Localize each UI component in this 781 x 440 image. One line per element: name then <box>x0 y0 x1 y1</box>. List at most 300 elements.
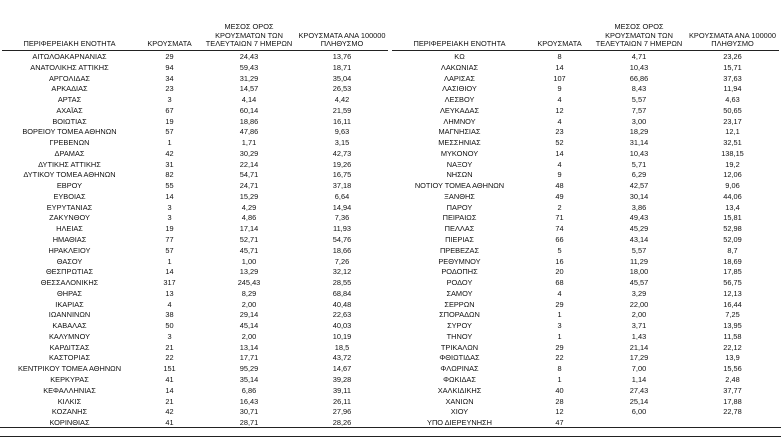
avg7-cell: 45,14 <box>239 321 259 331</box>
region-cell: ΘΑΣΟΥ <box>56 256 83 266</box>
per100k-cell: 9,06 <box>725 181 740 191</box>
cases-cell: 47 <box>555 418 564 428</box>
avg7-cell: 25,14 <box>629 396 649 406</box>
per100k-cell: 68,84 <box>332 288 352 298</box>
region-cell: ΔΥΤΙΚΟΥ ΤΟΜΕΑ ΑΘΗΝΩΝ <box>23 170 116 180</box>
per100k-cell: 13,4 <box>725 202 740 212</box>
cases-cell: 31 <box>165 159 174 169</box>
table-row <box>2 63 388 74</box>
avg7-cell: 5,71 <box>631 159 647 169</box>
per100k-cell: 37,18 <box>332 181 352 191</box>
cases-cell: 1 <box>167 138 172 148</box>
region-cell: ΠΡΕΒΕΖΑΣ <box>439 245 480 255</box>
region-cell: ΚΕΝΤΡΙΚΟΥ ΤΟΜΕΑ ΑΘΗΝΩΝ <box>17 364 122 374</box>
region-cell: ΦΩΚΙΔΑΣ <box>443 374 476 384</box>
per100k-cell: 43,72 <box>332 353 352 363</box>
per100k-cell: 32,12 <box>332 267 352 277</box>
cases-cell: 14 <box>165 191 174 201</box>
cases-cell: 38 <box>165 310 174 320</box>
cases-cell: 74 <box>555 224 564 234</box>
region-cell: ΛΑΡΙΣΑΣ <box>444 73 475 83</box>
table-row <box>392 51 779 63</box>
cases-cell: 14 <box>555 148 564 158</box>
per100k-cell: 26,11 <box>333 396 351 406</box>
region-cell: ΑΡΤΑΣ <box>57 95 82 105</box>
table-row <box>2 84 388 95</box>
table-row <box>2 170 388 181</box>
per100k-cell: 10,19 <box>332 331 352 341</box>
avg7-cell: 2,00 <box>241 331 257 341</box>
per100k-cell: 12,13 <box>723 288 742 298</box>
per100k-cell: 37,63 <box>723 73 742 83</box>
region-cell: ΚΕΡΚΥΡΑΣ <box>50 374 89 384</box>
region-cell: ΛΑΚΩΝΙΑΣ <box>440 62 479 72</box>
avg7-cell: 66,86 <box>629 73 649 83</box>
per100k-cell: 18,66 <box>332 245 352 255</box>
avg7-cell: 1,43 <box>631 331 647 341</box>
per100k-cell: 7,26 <box>334 256 350 266</box>
avg7-cell: 7,57 <box>631 105 647 115</box>
cases-cell: 29 <box>555 342 564 352</box>
avg7-cell: 3,71 <box>631 321 647 331</box>
avg7-cell: 45,71 <box>239 245 259 255</box>
cases-cell: 317 <box>163 278 176 288</box>
bottom-rule-2 <box>0 436 781 437</box>
per100k-cell: 3,15 <box>334 138 350 148</box>
per100k-cell: 11,94 <box>723 84 742 94</box>
avg7-cell: 45,29 <box>629 224 649 234</box>
cases-cell: 1 <box>167 256 172 266</box>
table-row <box>392 63 779 74</box>
avg7-cell: 4,29 <box>241 202 257 212</box>
table-row <box>2 278 388 289</box>
cases-cell: 68 <box>555 278 564 288</box>
header-per100k: ΚΡΟΥΣΜΑΤΑ ΑΝΑ 100000 ΠΛΗΘΥΣΜΟ <box>296 15 388 51</box>
per100k-cell: 13,95 <box>723 321 742 331</box>
per100k-cell: 42,73 <box>332 148 352 158</box>
table-row <box>392 257 779 268</box>
cases-cell: 13 <box>165 288 174 298</box>
per100k-cell: 15,81 <box>723 213 742 223</box>
avg7-cell: 18,29 <box>629 127 649 137</box>
cases-cell: 4 <box>557 159 562 169</box>
header-avg7: ΜΕΣΟΣ ΟΡΟΣ ΚΡΟΥΣΜΑΤΩΝ ΤΩΝ ΤΕΛΕΥΤΑΙΩΝ 7 ΗΜΕΡΩΝ <box>592 15 686 51</box>
cases-cell: 42 <box>165 407 174 417</box>
cases-cell: 22 <box>555 353 564 363</box>
region-cell: ΜΑΓΝΗΣΙΑΣ <box>438 127 481 137</box>
region-cell: ΘΕΣΠΡΩΤΙΑΣ <box>45 267 94 277</box>
table-row <box>2 375 388 386</box>
avg7-cell: 29,14 <box>239 310 259 320</box>
table-row <box>392 246 779 257</box>
cases-cell: 41 <box>165 374 174 384</box>
region-cell: ΘΗΡΑΣ <box>57 288 82 298</box>
cases-cell: 4 <box>557 116 562 126</box>
cases-cell: 1 <box>557 310 562 320</box>
per100k-cell: 56,75 <box>723 278 742 288</box>
table-row <box>392 310 779 321</box>
avg7-cell: 30,29 <box>239 148 259 158</box>
table-row <box>392 138 779 149</box>
per100k-cell: 2,48 <box>725 374 740 384</box>
cases-cell: 12 <box>555 407 564 417</box>
table-row <box>392 84 779 95</box>
per100k-cell: 13,76 <box>332 52 352 61</box>
cases-cell: 3 <box>557 321 562 331</box>
per100k-cell: 18,69 <box>723 256 742 266</box>
per100k-cell: 6,64 <box>334 191 350 201</box>
table-row <box>392 321 779 332</box>
per100k-cell: 16,75 <box>332 170 352 180</box>
region-cell: ΘΕΣΣΑΛΟΝΙΚΗΣ <box>40 278 99 288</box>
table-row <box>2 213 388 224</box>
table-row <box>2 106 388 117</box>
cases-cell: 107 <box>553 73 566 83</box>
table-row <box>392 74 779 85</box>
region-cell: ΚΙΛΚΙΣ <box>57 396 82 406</box>
region-cell: ΗΛΕΙΑΣ <box>56 224 83 234</box>
avg7-cell: 59,43 <box>239 62 259 72</box>
cases-cell: 14 <box>165 267 174 277</box>
per100k-cell: 23,26 <box>723 52 742 61</box>
header-cases: ΚΡΟΥΣΜΑΤΑ <box>527 15 592 51</box>
per100k-cell: 52,09 <box>723 235 742 245</box>
cases-cell: 55 <box>165 181 174 191</box>
region-cell: ΠΑΡΟΥ <box>446 202 473 212</box>
cases-cell: 49 <box>555 191 564 201</box>
cases-cell: 19 <box>165 116 174 126</box>
avg7-cell: 45,57 <box>629 278 649 288</box>
avg7-cell: 1,71 <box>241 138 257 148</box>
per100k-cell: 39,11 <box>333 385 351 395</box>
per100k-cell: 28,26 <box>332 418 352 428</box>
region-cell: ΛΕΣΒΟΥ <box>444 95 475 105</box>
per100k-cell: 14,94 <box>332 202 352 212</box>
table-row <box>2 127 388 138</box>
table-row <box>2 192 388 203</box>
avg7-cell: 13,29 <box>239 267 259 277</box>
table-row <box>392 213 779 224</box>
avg7-cell: 4,71 <box>631 52 647 61</box>
cases-cell: 48 <box>555 181 564 191</box>
right-table-body <box>392 51 779 429</box>
region-cell: ΜΥΚΟΝΟΥ <box>440 148 479 158</box>
region-cell: ΝΟΤΙΟΥ ΤΟΜΕΑ ΑΘΗΝΩΝ <box>414 181 505 191</box>
cases-cell: 3 <box>167 213 172 223</box>
avg7-cell: 6,29 <box>631 170 647 180</box>
right-table <box>392 15 779 429</box>
table-row <box>2 51 388 63</box>
region-cell: ΖΑΚΥΝΘΟΥ <box>49 213 90 223</box>
table-row <box>2 224 388 235</box>
region-cell: ΑΡΓΟΛΙΔΑΣ <box>49 73 90 83</box>
right-header-row <box>392 15 779 51</box>
region-cell: ΣΕΡΡΩΝ <box>444 299 475 309</box>
avg7-cell: 30,14 <box>629 191 649 201</box>
per100k-cell: 4,42 <box>334 95 350 105</box>
cases-cell: 66 <box>555 235 564 245</box>
table-row <box>2 74 388 85</box>
region-cell: ΙΩΑΝΝΙΝΩΝ <box>48 310 91 320</box>
region-cell: ΧΑΛΚΙΔΙΚΗΣ <box>437 385 482 395</box>
per100k-cell: 50,65 <box>723 105 742 115</box>
region-cell: ΞΑΝΘΗΣ <box>444 191 475 201</box>
avg7-cell: 54,71 <box>239 170 259 180</box>
region-cell: ΚΕΦΑΛΛΗΝΙΑΣ <box>43 385 96 395</box>
table-row <box>392 407 779 418</box>
per100k-cell: 15,56 <box>723 364 742 374</box>
region-cell: ΑΙΤΩΛΟΑΚΑΡΝΑΝΙΑΣ <box>32 52 107 61</box>
avg7-cell: 5,57 <box>631 95 647 105</box>
avg7-cell: 8,29 <box>241 288 257 298</box>
table-row <box>2 407 388 418</box>
cases-cell: 23 <box>165 84 174 94</box>
table-row <box>2 397 388 408</box>
avg7-cell: 24,71 <box>239 181 259 191</box>
region-cell: ΣΑΜΟΥ <box>446 288 473 298</box>
table-row <box>392 300 779 311</box>
avg7-cell: 3,86 <box>631 202 647 212</box>
table-row <box>2 353 388 364</box>
region-cell: ΚΑΒΑΛΑΣ <box>52 321 87 331</box>
table-row <box>392 332 779 343</box>
header-region: ΠΕΡΙΦΕΡΕΙΑΚΗ ΕΝΟΤΗΤΑ <box>392 15 527 51</box>
avg7-cell: 4,86 <box>241 213 257 223</box>
region-cell: ΕΒΡΟΥ <box>56 181 83 191</box>
region-cell: ΠΕΛΛΑΣ <box>444 224 475 234</box>
table-row <box>2 117 388 128</box>
cases-cell: 1 <box>557 374 562 384</box>
region-cell: ΛΕΥΚΑΔΑΣ <box>439 105 480 115</box>
region-cell: ΗΡΑΚΛΕΙΟΥ <box>48 245 91 255</box>
table-row <box>2 138 388 149</box>
per100k-cell: 9,63 <box>334 127 350 137</box>
table-row <box>2 235 388 246</box>
left-table <box>2 15 388 429</box>
table-row <box>2 149 388 160</box>
per100k-cell: 13,9 <box>725 353 740 363</box>
region-cell: ΕΥΡΥΤΑΝΙΑΣ <box>46 202 93 212</box>
per100k-cell: 18,5 <box>334 342 350 352</box>
region-cell: ΣΠΟΡΑΔΩΝ <box>439 310 480 320</box>
region-cell: ΚΑΛΥΜΝΟΥ <box>48 331 91 341</box>
region-cell: ΝΑΞΟΥ <box>446 159 473 169</box>
per100k-cell: 7,25 <box>725 310 740 320</box>
per100k-cell: 54,76 <box>332 235 352 245</box>
cases-cell: 14 <box>555 62 564 72</box>
per100k-cell: 26,53 <box>332 84 352 94</box>
cases-cell: 20 <box>555 267 564 277</box>
region-cell: ΒΟΙΩΤΙΑΣ <box>52 116 87 126</box>
cases-cell: 21 <box>165 396 174 406</box>
table-row <box>2 364 388 375</box>
left-table-body <box>2 51 388 429</box>
table-row <box>392 267 779 278</box>
avg7-cell: 52,71 <box>239 235 259 245</box>
header-region: ΠΕΡΙΦΕΡΕΙΑΚΗ ΕΝΟΤΗΤΑ <box>2 15 137 51</box>
region-cell: ΚΑΣΤΟΡΙΑΣ <box>48 353 91 363</box>
region-cell: ΚΑΡΔΙΤΣΑΣ <box>49 342 90 352</box>
per100k-cell: 7,36 <box>334 213 350 223</box>
table-row <box>392 181 779 192</box>
table-row <box>392 127 779 138</box>
region-cell: ΡΟΔΟΠΗΣ <box>441 267 478 277</box>
avg7-cell: 60,14 <box>239 105 259 115</box>
avg7-cell: 95,29 <box>239 364 259 374</box>
table-row <box>392 353 779 364</box>
per100k-cell: 18,71 <box>332 62 352 72</box>
table-row <box>392 386 779 397</box>
cases-cell: 52 <box>555 138 564 148</box>
region-cell: ΑΡΚΑΔΙΑΣ <box>51 84 88 94</box>
cases-cell: 3 <box>167 331 172 341</box>
region-cell: ΧΑΝΙΩΝ <box>445 396 474 406</box>
region-cell: ΤΡΙΚΑΛΩΝ <box>440 342 479 352</box>
per100k-cell: 17,85 <box>723 267 742 277</box>
per100k-cell: 23,17 <box>723 116 742 126</box>
cases-cell: 42 <box>165 148 174 158</box>
avg7-cell: 2,00 <box>241 299 257 309</box>
cases-cell: 40 <box>555 385 564 395</box>
region-cell: ΚΟΖΑΝΗΣ <box>51 407 88 417</box>
region-cell: ΜΕΣΣΗΝΙΑΣ <box>438 138 481 148</box>
cases-cell: 29 <box>555 299 564 309</box>
region-cell: ΤΗΝΟΥ <box>446 331 473 341</box>
cases-cell: 71 <box>555 213 564 223</box>
table-row <box>392 289 779 300</box>
table-row <box>2 246 388 257</box>
table-row <box>392 95 779 106</box>
avg7-cell: 24,43 <box>239 52 259 61</box>
region-cell: ΛΑΣΙΘΙΟΥ <box>442 84 477 94</box>
region-cell: ΥΠΟ ΔΙΕΡΕΥΝΗΣΗ <box>427 418 492 428</box>
cases-cell: 28 <box>555 396 564 406</box>
avg7-cell: 49,43 <box>629 213 649 223</box>
region-cell: ΗΜΑΘΙΑΣ <box>52 235 87 245</box>
table-row <box>392 224 779 235</box>
avg7-cell: 2,00 <box>631 310 647 320</box>
table-row <box>392 149 779 160</box>
per100k-cell: 15,71 <box>723 62 742 72</box>
region-cell: ΑΧΑΪΑΣ <box>56 105 83 115</box>
cases-cell: 67 <box>165 105 174 115</box>
region-cell: ΕΥΒΟΙΑΣ <box>53 191 86 201</box>
cases-cell: 21 <box>165 342 174 352</box>
avg7-cell: 6,86 <box>241 385 257 395</box>
cases-cell: 8 <box>557 52 562 61</box>
cases-cell: 14 <box>165 385 174 395</box>
cases-cell: 57 <box>165 127 174 137</box>
avg7-cell: 3,00 <box>631 116 647 126</box>
cases-cell: 23 <box>555 127 564 137</box>
cases-cell: 4 <box>557 288 562 298</box>
avg7-cell: 15,29 <box>239 191 259 201</box>
cases-cell: 9 <box>557 84 562 94</box>
header-per100k: ΚΡΟΥΣΜΑΤΑ ΑΝΑ 100000 ΠΛΗΘΥΣΜΟ <box>686 15 779 51</box>
table-row <box>2 289 388 300</box>
table-row <box>2 343 388 354</box>
cases-cell: 22 <box>165 353 174 363</box>
per100k-cell: 27,96 <box>332 407 352 417</box>
region-cell: ΙΚΑΡΙΑΣ <box>55 299 84 309</box>
cases-cell: 50 <box>165 321 174 331</box>
table-row <box>392 235 779 246</box>
avg7-cell: 21,14 <box>629 342 649 352</box>
region-cell: ΚΩ <box>454 52 465 61</box>
region-cell: ΧΙΟΥ <box>450 407 469 417</box>
avg7-cell: 47,86 <box>239 127 259 137</box>
cases-cell: 4 <box>167 299 172 309</box>
avg7-cell: 18,86 <box>239 116 259 126</box>
region-cell: ΠΕΙΡΑΙΩΣ <box>442 213 477 223</box>
avg7-cell: 245,43 <box>237 278 261 288</box>
avg7-cell: 8,43 <box>631 84 647 94</box>
cases-cell: 19 <box>165 224 174 234</box>
per100k-cell: 28,55 <box>332 278 352 288</box>
per100k-cell: 40,48 <box>332 299 352 309</box>
cases-cell: 1 <box>557 331 562 341</box>
avg7-cell: 18,00 <box>629 267 649 277</box>
table-row <box>2 160 388 171</box>
region-cell: ΔΥΤΙΚΗΣ ΑΤΤΙΚΗΣ <box>38 159 101 169</box>
region-cell: ΦΛΩΡΙΝΑΣ <box>440 364 479 374</box>
cases-cell: 34 <box>165 73 174 83</box>
avg7-cell: 10,43 <box>629 148 649 158</box>
cases-cell: 29 <box>165 52 174 61</box>
per100k-cell: 21,59 <box>332 105 352 115</box>
table-row <box>2 310 388 321</box>
avg7-cell: 42,57 <box>629 181 649 191</box>
region-cell: ΒΟΡΕΙΟΥ ΤΟΜΕΑ ΑΘΗΝΩΝ <box>22 127 117 137</box>
region-cell: ΠΙΕΡΙΑΣ <box>445 235 474 245</box>
per100k-cell: 12,06 <box>723 170 742 180</box>
table-row <box>392 106 779 117</box>
region-cell: ΡΕΘΥΜΝΟΥ <box>438 256 481 266</box>
per100k-cell: 52,98 <box>723 224 742 234</box>
region-cell: ΡΟΔΟΥ <box>446 278 473 288</box>
avg7-cell: 11,29 <box>630 256 648 266</box>
per100k-cell: 11,93 <box>333 224 351 234</box>
table-row <box>392 375 779 386</box>
avg7-cell: 16,43 <box>239 396 259 406</box>
avg7-cell: 43,14 <box>629 235 649 245</box>
per100k-cell: 8,7 <box>727 245 738 255</box>
cases-cell: 12 <box>555 105 564 115</box>
per100k-cell: 19,26 <box>332 159 352 169</box>
bottom-rule <box>0 427 781 428</box>
per100k-cell: 22,78 <box>723 407 742 417</box>
avg7-cell: 30,71 <box>239 407 259 417</box>
avg7-cell: 7,00 <box>631 364 647 374</box>
avg7-cell: 17,71 <box>239 353 259 363</box>
avg7-cell: 31,14 <box>629 138 649 148</box>
avg7-cell: 14,57 <box>239 84 259 94</box>
region-cell: ΑΝΑΤΟΛΙΚΗΣ ΑΤΤΙΚΗΣ <box>30 62 109 72</box>
cases-cell: 2 <box>557 202 562 212</box>
per100k-cell: 35,04 <box>332 73 352 83</box>
avg7-cell: 27,43 <box>629 385 649 395</box>
cases-cell: 3 <box>167 202 172 212</box>
avg7-cell: 17,29 <box>629 353 649 363</box>
cases-cell: 151 <box>163 364 176 374</box>
table-row <box>2 386 388 397</box>
region-cell: ΚΟΡΙΝΘΙΑΣ <box>49 418 90 428</box>
table-row <box>2 267 388 278</box>
cases-cell: 77 <box>165 235 174 245</box>
table-row <box>2 300 388 311</box>
per100k-cell: 16,11 <box>333 116 351 126</box>
table-row <box>392 364 779 375</box>
